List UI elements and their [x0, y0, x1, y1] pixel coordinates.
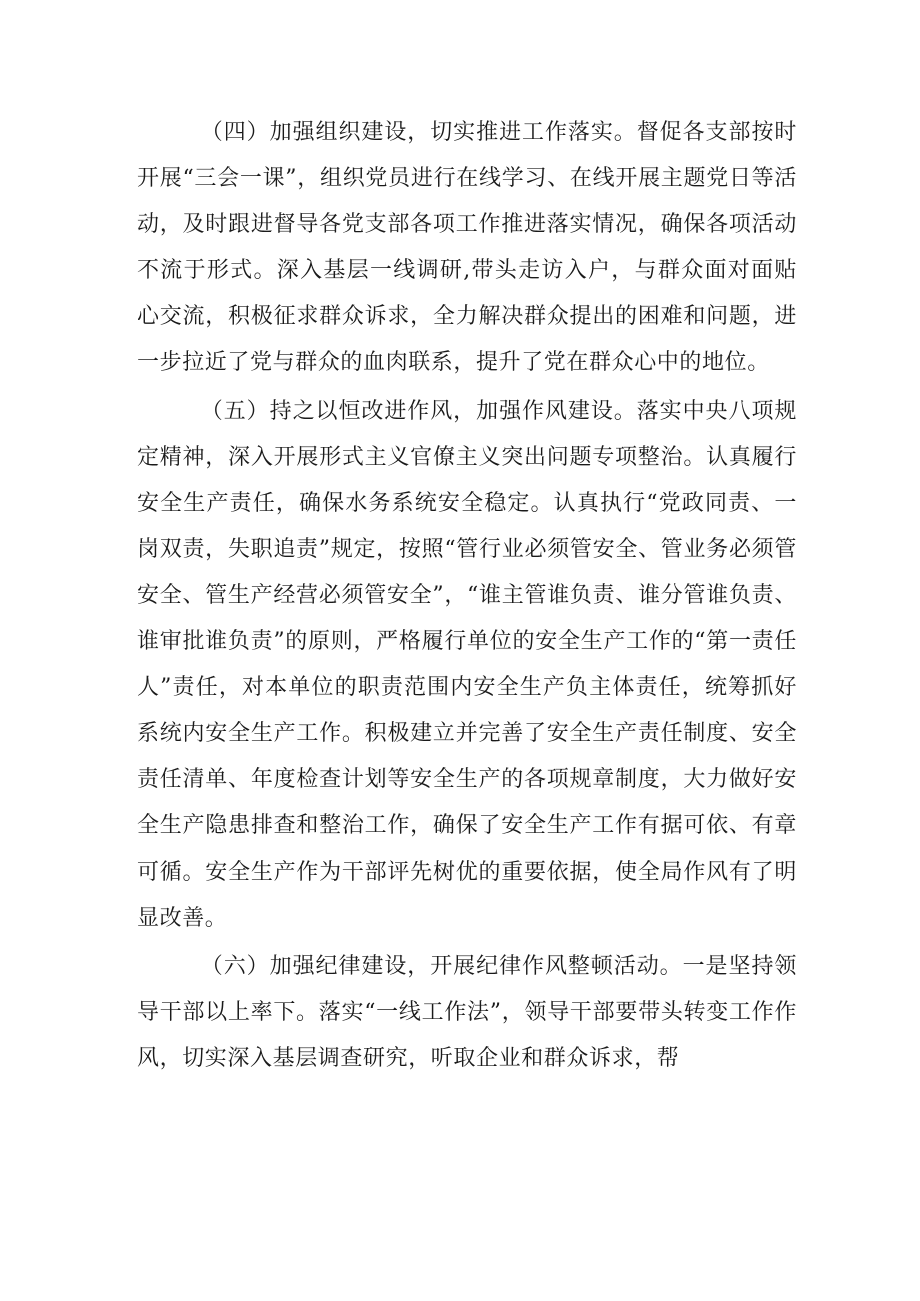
document-body	[137, 110, 797, 1084]
paragraph-section-5: （五）持之以恒改进作风，加强作风建设。落实中央八项规定精神，深入开展形式主义官僚主义突出问题专项整治。认真履行安全生产责任，确保水务系统安全稳定。认真执行“党政同责、一岗双责，失职追责”规定，按照“管行业必须管安全、管业务必须管安全、管生产经营必须管安全”，“谁主管谁负责、谁分管谁负责、谁审批谁负责”的原则，严格履行单位的安全生产工作的“第一责任人”责任，对本单位的职责范围内安全生产负主体责任，统筹抓好系统内安全生产工作。积极建立并完善了安全生产责任制度、安全责任清单、年度检查计划等安全生产的各项规章制度，大力做好安全生产隐患排查和整治工作，确保了安全生产工作有据可依、有章可循。安全生产作为干部评先树优的重要依据，使全局作风有了明显改善。	[137, 398, 797, 931]
paragraph-section-4: （四）加强组织建设，切实推进工作落实。督促各支部按时开展“三会一课”，组织党员进行在线学习、在线开展主题党日等活动，及时跟进督导各党支部各项工作推进落实情况，确保各项活动不流于形式。深入基层一线调研,带头走访入户，与群众面对面贴心交流，积极征求群众诉求，全力解决群众提出的困难和问题，进一步拉近了党与群众的血肉联系，提升了党在群众心中的地位。	[137, 120, 797, 376]
paragraph-section-6: （六）加强纪律建设，开展纪律作风整顿活动。一是坚持领导干部以上率下。落实“一线工作法”，领导干部要带头转变工作作风，切实深入基层调查研究，听取企业和群众诉求，帮	[137, 953, 797, 1071]
